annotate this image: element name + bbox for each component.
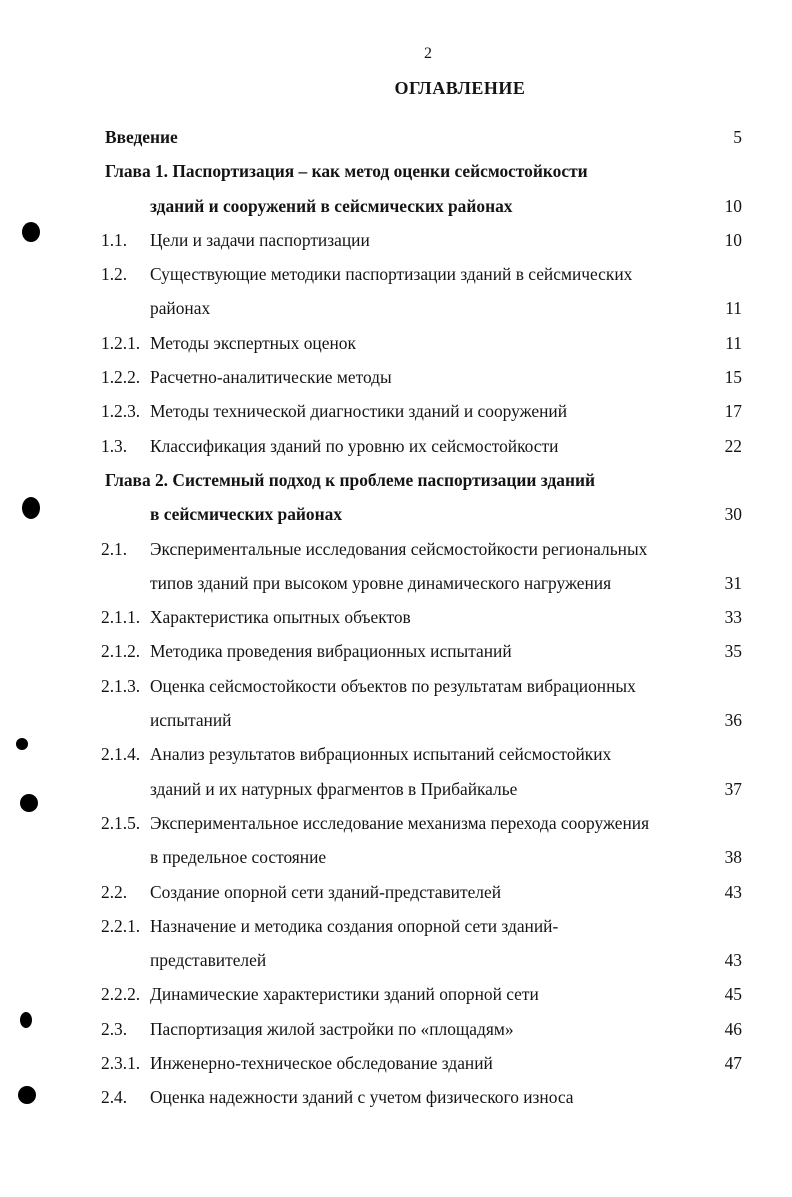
toc-row xyxy=(0,806,792,840)
toc-page-number: 36 xyxy=(724,710,742,731)
toc-entry-number: 1.1. xyxy=(101,229,128,250)
toc-page-number: 10 xyxy=(724,229,742,250)
toc-entry-number: 1.2.1. xyxy=(101,332,141,353)
binder-hole-mark xyxy=(22,222,40,242)
toc-entry-title: Оценка надежности зданий с учетом физического износа xyxy=(150,1087,574,1108)
toc-page-number: 33 xyxy=(724,607,742,628)
toc-row xyxy=(0,154,792,188)
toc-page-number: 35 xyxy=(724,641,742,662)
binder-hole-mark xyxy=(18,1086,36,1104)
toc-page-number: 45 xyxy=(724,984,742,1005)
toc-entry-title: районах xyxy=(150,298,211,319)
toc-entry-number: 2.1.1. xyxy=(101,607,141,628)
toc-entry-title: Создание опорной сети зданий-представителей xyxy=(150,881,502,902)
toc-entry-number: 2.1.5. xyxy=(101,812,141,833)
toc-page-number: 46 xyxy=(724,1018,742,1039)
table-of-contents xyxy=(0,120,792,1115)
toc-page-number: 5 xyxy=(733,127,742,147)
toc-entry-number: 2.1.2. xyxy=(101,641,141,662)
toc-entry-number: 2.3. xyxy=(101,1018,128,1039)
toc-entry-title: Введение xyxy=(105,127,178,147)
toc-entry-number: 1.2. xyxy=(101,264,128,285)
toc-row xyxy=(0,223,792,257)
toc-entry-title: в предельное состояние xyxy=(150,847,327,868)
toc-page-number: 37 xyxy=(724,778,742,799)
toc-page-number: 43 xyxy=(724,950,742,971)
toc-page-number: 17 xyxy=(724,401,742,422)
toc-entry-title: Характеристика опытных объектов xyxy=(150,607,411,628)
toc-row xyxy=(0,394,792,428)
toc-entry-number: 2.1. xyxy=(101,538,128,559)
toc-page-number: 38 xyxy=(724,847,742,868)
toc-row xyxy=(0,840,792,874)
toc-row xyxy=(0,326,792,360)
toc-entry-title: Оценка сейсмостойкости объектов по результатам вибрационных xyxy=(150,675,636,696)
binder-hole-mark xyxy=(20,1012,32,1028)
toc-row xyxy=(0,291,792,325)
toc-page-number: 22 xyxy=(724,435,742,456)
toc-entry-title: Классификация зданий по уровню их сейсмостойкости xyxy=(150,435,559,456)
toc-row xyxy=(0,977,792,1011)
toc-row xyxy=(0,429,792,463)
toc-entry-number: 2.2.2. xyxy=(101,984,141,1005)
toc-entry-title: Расчетно-аналитические методы xyxy=(150,367,392,388)
toc-entry-title: Анализ результатов вибрационных испытаний сейсмостойких xyxy=(150,744,612,765)
toc-row xyxy=(0,737,792,771)
toc-page-number: 10 xyxy=(724,195,742,216)
toc-entry-title: Паспортизация жилой застройки по «площадям» xyxy=(150,1018,514,1039)
toc-row xyxy=(0,909,792,943)
toc-page-number: 15 xyxy=(724,367,742,388)
toc-row xyxy=(0,463,792,497)
toc-row xyxy=(0,634,792,668)
toc-entry-number: 2.1.3. xyxy=(101,675,141,696)
toc-row xyxy=(0,943,792,977)
toc-entry-title: Методы экспертных оценок xyxy=(150,332,356,353)
toc-row xyxy=(0,1046,792,1080)
toc-entry-number: 2.2.1. xyxy=(101,915,141,936)
toc-entry-title: Динамические характеристики зданий опорной сети xyxy=(150,984,539,1005)
toc-entry-number: 2.2. xyxy=(101,881,128,902)
toc-entry-title: представителей xyxy=(150,950,267,971)
page-number: 2 xyxy=(424,45,432,62)
toc-row xyxy=(0,120,792,154)
toc-row xyxy=(0,1012,792,1046)
toc-entry-number: 1.2.3. xyxy=(101,401,141,422)
toc-page-number: 11 xyxy=(725,298,742,319)
toc-row xyxy=(0,1080,792,1114)
toc-page-number: 43 xyxy=(724,881,742,902)
toc-entry-title: Цели и задачи паспортизации xyxy=(150,229,370,250)
toc-entry-number: 1.2.2. xyxy=(101,367,141,388)
binder-hole-mark xyxy=(16,738,28,750)
toc-row xyxy=(0,257,792,291)
toc-row xyxy=(0,532,792,566)
toc-entry-title: Глава 1. Паспортизация – как метод оценки сейсмостойкости xyxy=(105,161,588,182)
toc-page-number: 30 xyxy=(724,504,742,525)
toc-row xyxy=(0,360,792,394)
binder-hole-mark xyxy=(20,794,38,812)
toc-row xyxy=(0,497,792,531)
toc-entry-title: Назначение и методика создания опорной сети зданий- xyxy=(150,915,559,936)
toc-row xyxy=(0,566,792,600)
toc-row xyxy=(0,772,792,806)
toc-page-number: 31 xyxy=(724,572,742,593)
toc-entry-number: 2.3.1. xyxy=(101,1053,141,1074)
toc-entry-title: испытаний xyxy=(150,710,232,731)
toc-entry-number: 1.3. xyxy=(101,435,128,456)
toc-entry-number: 2.4. xyxy=(101,1087,128,1108)
page-title: ОГЛАВЛЕНИЕ xyxy=(394,78,526,98)
toc-page-number: 47 xyxy=(724,1053,742,1074)
toc-entry-title: зданий и их натурных фрагментов в Прибайкалье xyxy=(150,778,518,799)
toc-entry-title: Глава 2. Системный подход к проблеме паспортизации зданий xyxy=(105,469,596,490)
toc-row xyxy=(0,189,792,223)
toc-entry-title: Методика проведения вибрационных испытаний xyxy=(150,641,512,662)
toc-entry-title: Экспериментальное исследование механизма перехода сооружения xyxy=(150,812,650,833)
toc-row xyxy=(0,600,792,634)
toc-page-number: 11 xyxy=(725,332,742,353)
toc-entry-title: Существующие методики паспортизации зданий в сейсмических xyxy=(150,264,633,285)
toc-entry-title: типов зданий при высоком уровне динамического нагружения xyxy=(150,572,612,593)
toc-row xyxy=(0,703,792,737)
toc-row xyxy=(0,875,792,909)
toc-entry-number: 2.1.4. xyxy=(101,744,141,765)
binder-hole-mark xyxy=(22,497,40,519)
toc-row xyxy=(0,669,792,703)
toc-entry-title: зданий и сооружений в сейсмических районах xyxy=(150,195,513,216)
toc-entry-title: Методы технической диагностики зданий и сооружений xyxy=(150,401,568,422)
toc-entry-title: в сейсмических районах xyxy=(150,504,343,525)
toc-entry-title: Инженерно-техническое обследование зданий xyxy=(150,1053,493,1074)
toc-entry-title: Экспериментальные исследования сейсмостойкости региональных xyxy=(150,538,648,559)
